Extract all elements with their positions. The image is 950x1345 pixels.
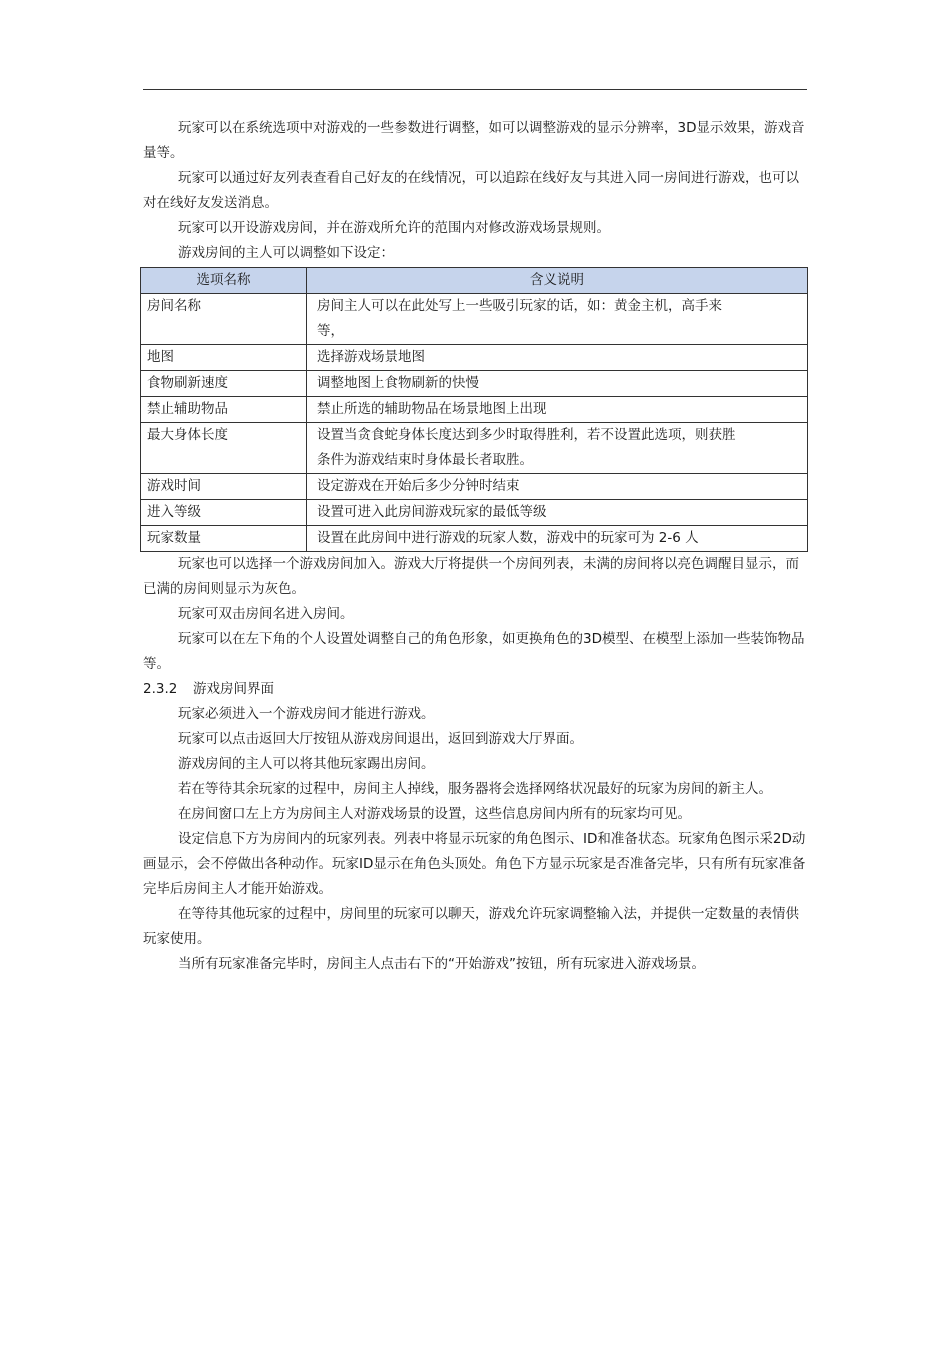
section-heading xyxy=(143,677,811,702)
section-title: 游戏房间界面 xyxy=(193,681,274,697)
option-name-cell: 最大身体长度 xyxy=(141,423,307,474)
paragraph: 当所有玩家准备完毕时，房间主人点击右下的“开始游戏”按钮，所有玩家进入游戏场景。 xyxy=(178,956,705,972)
paragraph: 玩家可以通过好友列表查看自己好友的在线情况，可以追踪在线好友与其进入同一房间进行游戏，也可以对在线好友发送消息。 xyxy=(143,170,799,211)
header-rule xyxy=(143,89,807,90)
paragraph: 玩家可以在系统选项中对游戏的一些参数进行调整，如可以调整游戏的显示分辨率，3D显示效果，游戏音量等。 xyxy=(143,120,805,161)
option-desc-cell: 禁止所选的辅助物品在场景地图上出现 xyxy=(307,397,808,423)
option-name-cell: 地图 xyxy=(141,345,307,371)
paragraph: 若在等待其余玩家的过程中，房间主人掉线，服务器将会选择网络状况最好的玩家为房间的新主人。 xyxy=(178,781,772,797)
table-header-row xyxy=(141,268,808,294)
paragraph: 玩家可以开设游戏房间，并在游戏所允许的范围内对修改游戏场景规则。 xyxy=(178,220,610,236)
option-name-cell: 玩家数量 xyxy=(141,526,307,552)
table-row xyxy=(141,474,808,500)
option-name-cell: 进入等级 xyxy=(141,500,307,526)
option-desc-cell: 设置在此房间中进行游戏的玩家人数，游戏中的玩家可为 2-6 人 xyxy=(307,526,808,552)
table-row xyxy=(141,397,808,423)
paragraph: 游戏房间的主人可以调整如下设定： xyxy=(178,245,394,261)
table-row xyxy=(141,371,808,397)
section-number: 2.3.2 xyxy=(143,681,178,697)
option-desc-cell: 设定游戏在开始后多少分钟时结束 xyxy=(307,474,808,500)
option-desc-cell: 调整地图上食物刷新的快慢 xyxy=(307,371,808,397)
option-name-cell: 食物刷新速度 xyxy=(141,371,307,397)
table-row xyxy=(141,423,808,474)
paragraph: 设定信息下方为房间内的玩家列表。列表中将显示玩家的角色图示、ID和准备状态。玩家角色图示采2D动画显示，会不停做出各种动作。玩家ID显示在角色头顶处。角色下方显示玩家是否准备完毕，只有所有玩家准备完毕后房间主人才能开始游戏。 xyxy=(143,831,806,897)
paragraph: 在房间窗口左上方为房间主人对游戏场景的设置，这些信息房间内所有的玩家均可见。 xyxy=(178,806,691,822)
paragraph: 玩家可以在左下角的个人设置处调整自己的角色形象，如更换角色的3D模型、在模型上添加一些装饰物品等。 xyxy=(143,631,805,672)
table-row xyxy=(141,294,808,345)
paragraph: 玩家可双击房间名进入房间。 xyxy=(178,606,354,622)
table-header-cell: 含义说明 xyxy=(307,268,808,294)
paragraph: 游戏房间的主人可以将其他玩家踢出房间。 xyxy=(178,756,435,772)
table-header-cell: 选项名称 xyxy=(141,268,307,294)
option-desc-cell: 房间主人可以在此处写上一些吸引玩家的话，如：黄金主机，高手来等， xyxy=(307,294,808,345)
paragraph: 玩家也可以选择一个游戏房间加入。游戏大厅将提供一个房间列表，未满的房间将以亮色调醒目显示，而已满的房间则显示为灰色。 xyxy=(143,556,799,597)
table-row xyxy=(141,500,808,526)
option-name-cell: 游戏时间 xyxy=(141,474,307,500)
table-row xyxy=(141,345,808,371)
option-desc-cell: 设置可进入此房间游戏玩家的最低等级 xyxy=(307,500,808,526)
paragraph: 玩家必须进入一个游戏房间才能进行游戏。 xyxy=(178,706,435,722)
option-desc-cell: 设置当贪食蛇身体长度达到多少时取得胜利，若不设置此选项，则获胜条件为游戏结束时身体最长者取胜。 xyxy=(307,423,808,474)
option-name-cell: 禁止辅助物品 xyxy=(141,397,307,423)
option-name-cell: 房间名称 xyxy=(141,294,307,345)
document-body xyxy=(143,116,811,977)
table-row xyxy=(141,526,808,552)
room-settings-table xyxy=(140,267,808,552)
paragraph: 在等待其他玩家的过程中，房间里的玩家可以聊天，游戏允许玩家调整输入法，并提供一定数量的表情供玩家使用。 xyxy=(143,906,799,947)
paragraph: 玩家可以点击返回大厅按钮从游戏房间退出，返回到游戏大厅界面。 xyxy=(178,731,583,747)
option-desc-cell: 选择游戏场景地图 xyxy=(307,345,808,371)
